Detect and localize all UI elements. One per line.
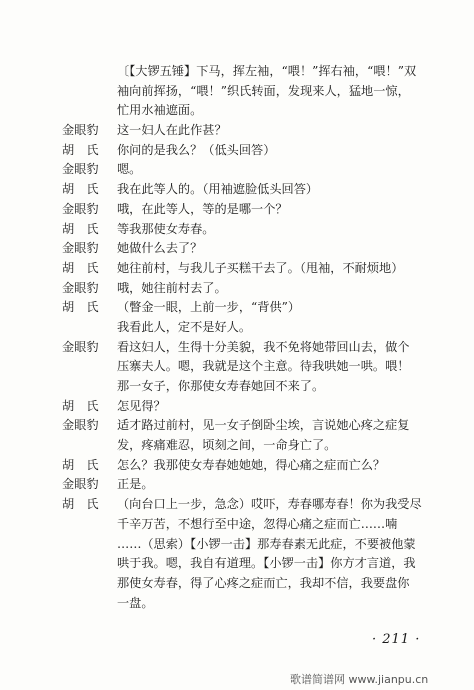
speaker-name: 金眼豹	[62, 241, 99, 256]
dialogue-text: 怎么？我那使女寿春她她她，得心痛之症而亡么？	[117, 457, 386, 472]
speaker-name: 金眼豹	[62, 201, 99, 216]
continuation-text: 那一女子，你那使女寿春她回不来了。	[117, 379, 325, 393]
script-line	[0, 495, 474, 515]
continuation-text: 发，疼痛难忍，顷刻之间，一命身亡了。	[117, 438, 337, 453]
script-line	[0, 239, 474, 259]
speaker-name: 胡 氏	[62, 497, 99, 512]
dialogue-text: 正是。	[117, 477, 154, 492]
speaker-name: 金眼豹	[62, 418, 99, 433]
script-line	[0, 357, 474, 377]
script-line	[0, 397, 474, 417]
dialogue-text: 她往前村，与我儿子买糕干去了。（甩袖，不耐烦地）	[117, 260, 404, 275]
continuation-text: 我看此人，定不是好人。	[117, 319, 252, 334]
dialogue-text: 等我那使女寿春。	[117, 221, 215, 236]
script-line	[0, 82, 474, 102]
dialogue-text: 怎见得？	[117, 398, 166, 413]
dialogue-text: 我在此等人的。（用袖遮脸低头回答）	[117, 182, 319, 197]
script-line	[0, 200, 474, 220]
script-line	[0, 62, 474, 82]
dialogue-text: 哦，她往前村去了。	[117, 280, 227, 295]
dialogue-text: 嗯。	[117, 162, 142, 177]
dialogue-text: 她做什么去了？	[117, 241, 203, 256]
continuation-text: 那使女寿春，得了心疼之症而亡，我却不信，我要盘你	[117, 575, 410, 590]
speaker-name: 胡 氏	[62, 221, 99, 236]
speaker-name: 金眼豹	[62, 280, 99, 295]
speaker-name: 胡 氏	[62, 182, 99, 197]
dialogue-text: 哦，在此等人，等的是哪一个？	[117, 201, 288, 216]
dialogue-text: （瞥金一眼，上前一步，“背供”）	[117, 300, 301, 315]
dialogue-text: 适才路过前村，见一女子倒卧尘埃，言说她心疼之症复	[117, 418, 410, 433]
script-line	[0, 298, 474, 318]
script-body	[0, 62, 474, 613]
script-line	[0, 436, 474, 456]
script-line	[0, 180, 474, 200]
speaker-name: 胡 氏	[62, 457, 99, 472]
script-line	[0, 515, 474, 535]
speaker-name: 金眼豹	[62, 339, 99, 354]
dialogue-text: 你问的是我么？（低头回答）	[117, 142, 276, 157]
watermark: 歌谱简谱网 www.jianpu.cn	[290, 673, 429, 686]
continuation-text: 千辛万苦，不想行至中途，忽得心痛之症而亡……喃	[117, 516, 398, 531]
dialogue-text: 看这妇人，生得十分美貌，我不免将她带回山去，做个	[117, 339, 410, 354]
script-line	[0, 259, 474, 279]
script-line	[0, 574, 474, 594]
script-line	[0, 338, 474, 358]
dialogue-text: （向台口上一步，急念）哎吓，寿春哪寿春！你为我受尽	[117, 497, 422, 512]
continuation-text: 一盘。	[117, 595, 154, 610]
script-line	[0, 318, 474, 338]
script-line	[0, 416, 474, 436]
speaker-name: 胡 氏	[62, 300, 99, 315]
continuation-text: 忙用水袖遮面。	[117, 103, 203, 118]
script-line	[0, 475, 474, 495]
script-line	[0, 121, 474, 141]
continuation-text: 哄于我。嗯，我自有道理。【小锣一击】你方才言道，我	[117, 556, 416, 571]
speaker-name: 金眼豹	[62, 477, 99, 492]
script-line	[0, 220, 474, 240]
continuation-text: 〔【大锣五锤】下马，挥左袖，“喂！”挥右袖，“喂！”双	[117, 64, 417, 78]
speaker-name: 胡 氏	[62, 260, 99, 275]
speaker-name: 金眼豹	[62, 162, 99, 177]
script-line	[0, 554, 474, 574]
script-line	[0, 594, 474, 614]
speaker-name: 胡 氏	[62, 398, 99, 413]
speaker-name: 金眼豹	[62, 123, 99, 138]
continuation-text: ……（思索）【小锣一击】那寿春素无此症，不要被他蒙	[117, 536, 416, 551]
page-number: · 211 ·	[372, 632, 421, 647]
script-line	[0, 377, 474, 397]
continuation-text: 袖向前挥扬，“喂！”织氏转面，发现来人，猛地一惊，	[117, 83, 410, 98]
script-line	[0, 279, 474, 299]
script-line	[0, 456, 474, 476]
speaker-name: 胡 氏	[62, 142, 99, 157]
script-line	[0, 535, 474, 555]
script-line	[0, 101, 474, 121]
script-line	[0, 141, 474, 161]
continuation-text: 压寨夫人。嗯，我就是这个主意。待我哄她一哄。喂！	[117, 359, 410, 374]
script-line	[0, 160, 474, 180]
dialogue-text: 这一妇人在此作甚？	[117, 123, 227, 138]
